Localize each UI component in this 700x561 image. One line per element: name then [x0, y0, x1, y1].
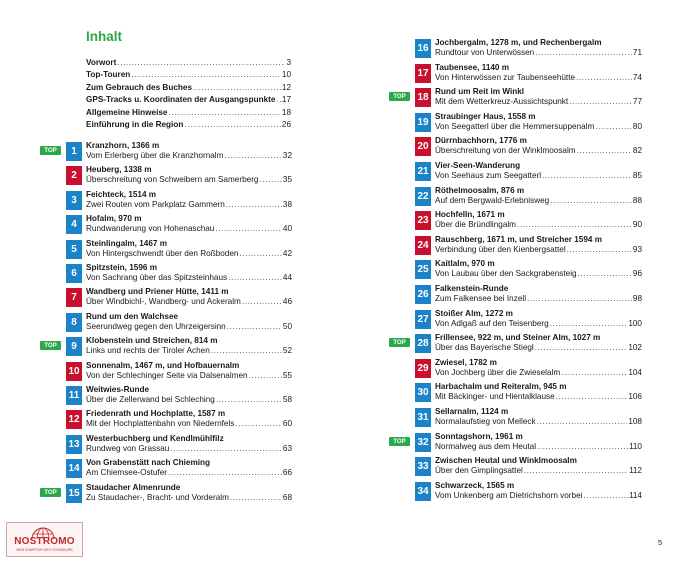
tour-subtitle-row	[435, 294, 642, 303]
tour-page: 110	[628, 441, 642, 451]
tour-subtitle: Mit der Hochplattenbahn von Niedernfels	[86, 419, 235, 429]
tour-subtitle-row	[435, 122, 642, 131]
tour-page: 85	[632, 171, 642, 180]
tour-subtitle-row	[86, 200, 292, 209]
tour-subtitle-row	[435, 417, 642, 426]
dot-leader	[211, 346, 282, 355]
tour-title: Kaitlalm, 970 m	[435, 259, 495, 269]
tour-entry[interactable]	[40, 313, 292, 335]
tour-subtitle-row	[435, 392, 642, 401]
tour-number-badge: 15	[66, 484, 82, 503]
tour-subtitle-row	[435, 146, 642, 155]
dot-leader	[556, 392, 628, 401]
dot-leader	[276, 95, 280, 104]
tour-subtitle-row	[435, 48, 642, 57]
tour-page: 58	[282, 395, 292, 404]
tour-entry[interactable]	[389, 285, 642, 307]
tour-entry[interactable]	[40, 484, 292, 506]
tour-entry[interactable]	[40, 410, 292, 432]
tour-subtitle-row	[435, 245, 642, 254]
tour-title: Staudacher Almenrunde	[86, 482, 181, 492]
tour-number-badge: 10	[66, 362, 82, 381]
tour-subtitle: Über Windbichl-, Wandberg- und Ackeralm	[86, 297, 241, 307]
top-tour-tag: TOP	[40, 488, 61, 497]
tour-subtitle-row	[86, 493, 292, 502]
tour-page: 44	[282, 273, 292, 282]
dot-leader	[537, 417, 628, 426]
tour-number-badge: 23	[415, 211, 431, 230]
front-matter-label: GPS-Tracks u. Koordinaten der Ausgangspunkte	[86, 95, 276, 105]
tour-number-badge: 18	[415, 88, 431, 107]
tour-list-right	[389, 39, 642, 519]
tour-subtitle-row	[86, 273, 292, 282]
dot-leader	[576, 73, 632, 82]
tour-number-badge: 31	[415, 408, 431, 427]
front-matter-label: Zum Gebrauch des Buches	[86, 82, 193, 92]
tour-subtitle: Vom Erlerberg über die Kranzhornalm	[86, 151, 224, 160]
tour-subtitle-row	[86, 224, 292, 233]
tour-title: Westerbuchberg und Kendlmühlfilz	[86, 433, 224, 443]
tour-page: 38	[282, 199, 292, 209]
tour-title: Straubinger Haus, 1558 m	[435, 111, 536, 121]
tour-entry[interactable]	[40, 215, 292, 237]
front-matter-page: 3	[286, 58, 291, 67]
tour-title: Weitwies-Runde	[86, 385, 150, 394]
tour-subtitle: Überschreitung von der Winklmoosalm	[435, 146, 576, 156]
tour-subtitle-row	[86, 346, 292, 355]
front-matter-list	[86, 58, 291, 132]
tour-page: 98	[632, 294, 642, 303]
tour-subtitle-row	[435, 466, 642, 475]
tour-page: 104	[628, 367, 642, 377]
top-tour-tag: TOP	[389, 437, 410, 446]
tour-page: 40	[282, 224, 292, 234]
tour-entry[interactable]	[389, 88, 642, 110]
tour-title: Sonnenalm, 1467 m, und Hofbauernalm	[86, 360, 240, 370]
dot-leader	[517, 220, 632, 229]
page-number: 5	[658, 538, 663, 547]
tour-number-badge: 21	[415, 162, 431, 181]
dot-leader	[550, 319, 628, 328]
tour-number-badge: 7	[66, 288, 82, 307]
tour-title: Sonntagshorn, 1961 m	[435, 431, 523, 441]
dot-leader	[249, 371, 282, 380]
tour-entry[interactable]	[389, 162, 642, 184]
tour-number-badge: 8	[66, 313, 82, 332]
dot-leader	[595, 122, 632, 131]
dot-leader	[235, 419, 282, 428]
tour-subtitle-row	[86, 419, 292, 428]
tour-number-badge: 29	[415, 359, 431, 378]
tour-entry[interactable]	[389, 39, 642, 61]
tour-title: Frillensee, 922 m, und Steiner Alm, 1027 m	[435, 333, 601, 343]
dot-leader	[193, 83, 281, 92]
tour-subtitle: Von Hinterwössen zur Taubenseehütte	[435, 72, 576, 82]
tour-title: Röthelmoosalm, 876 m	[435, 185, 525, 195]
tour-subtitle: Von Seegatterl über die Hemmersuppenalm	[435, 121, 595, 131]
tour-subtitle-row	[435, 73, 642, 82]
tour-entry[interactable]	[389, 211, 642, 233]
tour-number-badge: 32	[415, 433, 431, 452]
tour-subtitle: Zu Staudacher-, Bracht- und Vorderalm	[86, 492, 229, 502]
tour-number-badge: 17	[415, 64, 431, 83]
front-matter-item[interactable]	[86, 95, 291, 107]
tour-subtitle: Von Laubau über den Sackgrabensteig	[435, 269, 577, 279]
tour-subtitle: Mit Bäckinger- und Hientalklause	[435, 392, 555, 402]
tour-title: Feichteck, 1514 m	[86, 189, 157, 199]
front-matter-item[interactable]	[86, 70, 291, 82]
tour-page: 32	[282, 151, 292, 160]
dot-leader	[228, 273, 282, 282]
tour-page: 60	[282, 419, 292, 429]
dot-leader	[578, 269, 632, 278]
tour-subtitle: Zum Falkensee bei Inzell	[435, 294, 527, 303]
tour-page: 88	[632, 195, 642, 205]
dot-leader	[239, 249, 281, 258]
tour-entry[interactable]	[40, 337, 292, 359]
tour-subtitle: Von Adlgaß auf den Teisenberg	[435, 318, 549, 328]
tour-title: Zwischen Heutal und Winklmoosalm	[435, 456, 577, 466]
tour-page: 42	[282, 248, 292, 258]
top-tour-tag: TOP	[40, 341, 61, 350]
tour-subtitle: Mit dem Wetterkreuz-Aussichtspunkt	[435, 97, 569, 107]
tour-entry[interactable]	[40, 435, 292, 457]
tour-subtitle: Seerundweg gegen den Uhrzeigersinn	[86, 321, 226, 331]
tour-subtitle-row	[435, 97, 642, 106]
tour-subtitle: Von Sachrang über das Spitzsteinhaus	[86, 273, 228, 282]
tour-title: Rund um den Walchsee	[86, 311, 179, 321]
dot-leader	[215, 224, 282, 233]
tour-entry[interactable]	[389, 310, 642, 332]
tour-subtitle: Vom Unkenberg am Dietrichshorn vorbei	[435, 490, 583, 500]
tour-title: Rund um Reit im Winkl	[435, 87, 525, 97]
front-matter-page: 12	[281, 82, 291, 92]
top-tour-tag: TOP	[389, 338, 410, 347]
tour-title: Vier-Seen-Wanderung	[435, 161, 521, 170]
tour-number-badge: 6	[66, 264, 82, 283]
tour-subtitle-row	[86, 371, 292, 380]
tour-subtitle-row	[86, 175, 292, 184]
tour-title: Rauschberg, 1671 m, und Streicher 1594 m	[435, 234, 603, 244]
tour-number-badge: 13	[66, 435, 82, 454]
dot-leader	[535, 343, 628, 352]
tour-page: 102	[628, 343, 642, 353]
tour-entry[interactable]	[40, 240, 292, 262]
tour-title: Sellarnalm, 1124 m	[435, 407, 509, 416]
tour-subtitle: Über die Zellerwand bei Schleching	[86, 395, 215, 404]
dot-leader	[577, 146, 632, 155]
tour-entry[interactable]	[389, 383, 642, 405]
dot-leader	[131, 70, 281, 79]
dot-leader	[168, 468, 282, 477]
tour-number-badge: 14	[66, 459, 82, 478]
dot-leader	[259, 175, 281, 184]
tour-subtitle-row	[435, 220, 642, 229]
tour-entry[interactable]	[389, 433, 642, 455]
dot-leader	[230, 493, 282, 502]
tour-number-badge: 5	[66, 240, 82, 259]
tour-number-badge: 20	[415, 137, 431, 156]
tour-subtitle-row	[435, 442, 642, 451]
dot-leader	[117, 58, 285, 67]
top-tour-tag: TOP	[389, 92, 410, 101]
tour-page: 108	[628, 417, 642, 426]
tour-page: 71	[632, 48, 642, 57]
tour-title: Harbachalm und Reiteralm, 945 m	[435, 382, 567, 392]
dot-leader	[184, 120, 281, 129]
dot-leader	[567, 245, 632, 254]
tour-page: 52	[282, 346, 292, 356]
tour-page: 112	[628, 466, 642, 476]
tour-entry[interactable]	[389, 334, 642, 356]
dot-leader	[542, 171, 632, 180]
tour-subtitle: Rundweg von Grassau	[86, 443, 170, 453]
tour-number-badge: 11	[66, 386, 82, 405]
tour-entry[interactable]	[389, 64, 642, 86]
dot-leader	[569, 97, 632, 106]
tour-subtitle-row	[435, 196, 642, 205]
tour-subtitle-row	[435, 319, 642, 328]
tour-entry[interactable]	[40, 362, 292, 384]
tour-subtitle: Über den Gimplingsattel	[435, 466, 523, 476]
dot-leader	[583, 491, 627, 500]
page-title: Inhalt	[86, 29, 122, 44]
tour-entry[interactable]	[40, 142, 292, 164]
tour-subtitle: Normalweg aus dem Heutal	[435, 441, 537, 451]
tour-page: 50	[282, 321, 292, 331]
tour-entry[interactable]	[40, 386, 292, 408]
tour-title: Wandberg und Priener Hütte, 1411 m	[86, 287, 229, 297]
tour-entry[interactable]	[389, 113, 642, 135]
tour-subtitle-row	[86, 297, 292, 306]
front-matter-item[interactable]	[86, 120, 291, 132]
dot-leader	[168, 108, 280, 117]
tour-number-badge: 26	[415, 285, 431, 304]
tour-number-badge: 30	[415, 383, 431, 402]
dot-leader	[527, 294, 632, 303]
front-matter-page: 18	[281, 107, 291, 117]
tour-subtitle-row	[435, 491, 642, 500]
tour-title: Dürrnbachhorn, 1776 m	[435, 136, 527, 146]
tour-page: 63	[282, 443, 292, 453]
dot-leader	[227, 322, 282, 331]
tour-title: Jochbergalm, 1278 m, und Rechenbergalm	[435, 38, 602, 47]
tour-title: Hofalm, 970 m	[86, 214, 142, 224]
front-matter-item[interactable]	[86, 83, 291, 95]
tour-subtitle-row	[86, 151, 292, 160]
dot-leader	[524, 466, 628, 475]
tour-page: 66	[282, 468, 292, 478]
tour-entry[interactable]	[389, 482, 642, 504]
front-matter-page: 17	[281, 95, 291, 105]
tour-subtitle: Rundwanderung von Hohenaschau	[86, 224, 215, 234]
top-tour-tag: TOP	[40, 146, 61, 155]
tour-title: Hochfelln, 1671 m	[435, 210, 505, 220]
tour-subtitle: Rundtour von Unterwössen	[435, 48, 535, 57]
tour-entry[interactable]	[389, 236, 642, 258]
logo-subtitle: WEB COMPTOIR DES VOYAGEURS	[16, 548, 73, 552]
tour-page: 35	[282, 175, 292, 185]
tour-subtitle: Von Hintergschwendt über den Roßboden	[86, 248, 239, 258]
tour-title: Stoißer Alm, 1272 m	[435, 308, 513, 318]
tour-number-badge: 1	[66, 142, 82, 161]
tour-number-badge: 16	[415, 39, 431, 58]
tour-number-badge: 28	[415, 334, 431, 353]
tour-title: Friedenrath und Hochplatte, 1587 m	[86, 409, 226, 419]
tour-subtitle-row	[86, 249, 292, 258]
tour-number-badge: 24	[415, 236, 431, 255]
front-matter-label: Einführung in die Region	[86, 119, 184, 129]
front-matter-item[interactable]	[86, 58, 291, 70]
dot-leader	[561, 368, 627, 377]
tour-number-badge: 27	[415, 310, 431, 329]
tour-subtitle: Über das Bayerische Stiegl	[435, 343, 534, 353]
tour-entry[interactable]	[389, 187, 642, 209]
tour-entry[interactable]	[40, 459, 292, 481]
tour-number-badge: 4	[66, 215, 82, 234]
tour-page: 46	[282, 297, 292, 307]
tour-page: 93	[632, 244, 642, 254]
tour-page: 55	[282, 370, 292, 380]
tour-number-badge: 22	[415, 187, 431, 206]
tour-page: 77	[632, 97, 642, 107]
tour-subtitle: Auf dem Bergwald-Erlebnisweg	[435, 195, 550, 205]
tour-subtitle-row	[86, 395, 292, 404]
tour-page: 68	[282, 492, 292, 502]
front-matter-page: 10	[281, 70, 291, 80]
tour-title: Schwarzeck, 1565 m	[435, 480, 515, 490]
dot-leader	[537, 442, 628, 451]
front-matter-page: 26	[281, 119, 291, 129]
tour-entry[interactable]	[389, 137, 642, 159]
front-matter-label: Top-Touren	[86, 70, 131, 80]
tour-entry[interactable]	[40, 191, 292, 213]
dot-leader	[170, 444, 282, 453]
tour-number-badge: 34	[415, 482, 431, 501]
tour-page: 82	[632, 146, 642, 156]
logo-name: NOSTROMO	[14, 536, 75, 547]
tour-subtitle-row	[435, 269, 642, 278]
dot-leader	[224, 151, 281, 160]
front-matter-label: Allgemeine Hinweise	[86, 107, 168, 117]
tour-subtitle-row	[86, 322, 292, 331]
tour-title: Taubensee, 1140 m	[435, 62, 510, 72]
tour-list-left	[40, 142, 292, 512]
tour-entry[interactable]	[389, 260, 642, 282]
dot-leader	[535, 48, 632, 57]
tour-subtitle: Normalaufstieg von Melleck	[435, 417, 536, 426]
tour-entry[interactable]	[389, 359, 642, 381]
tour-number-badge: 25	[415, 260, 431, 279]
dot-leader	[242, 297, 282, 306]
tour-title: Spitzstein, 1596 m	[86, 263, 157, 272]
tour-number-badge: 2	[66, 166, 82, 185]
tour-subtitle-row	[86, 444, 292, 453]
tour-subtitle: Von Seehaus zum Seegatterl	[435, 171, 542, 180]
tour-title: Zwiesel, 1782 m	[435, 357, 497, 367]
tour-page: 106	[628, 392, 642, 402]
tour-subtitle: Überschreitung von Schweibern am Samerberg	[86, 175, 259, 185]
tour-number-badge: 12	[66, 410, 82, 429]
tour-subtitle: Zwei Routen vom Parkplatz Gammern	[86, 199, 225, 209]
tour-entry[interactable]	[389, 457, 642, 479]
tour-page: 96	[632, 269, 642, 279]
tour-page: 74	[632, 72, 642, 82]
tour-number-badge: 3	[66, 191, 82, 210]
tour-page: 80	[632, 121, 642, 131]
tour-page: 114	[628, 490, 642, 500]
tour-entry[interactable]	[389, 408, 642, 430]
tour-entry[interactable]	[40, 288, 292, 310]
tour-entry[interactable]	[40, 166, 292, 188]
tour-subtitle: Links und rechts der Tiroler Achen	[86, 346, 210, 356]
tour-number-badge: 33	[415, 457, 431, 476]
tour-title: Klobenstein und Streichen, 814 m	[86, 336, 218, 346]
tour-subtitle: Über die Bründlingalm	[435, 220, 517, 230]
tour-title: Falkenstein-Runde	[435, 284, 509, 293]
dot-leader	[216, 395, 282, 404]
tour-subtitle: Am Chiemsee-Ostufer	[86, 468, 167, 478]
front-matter-label: Vorwort	[86, 58, 117, 67]
tour-subtitle-row	[86, 468, 292, 477]
tour-page: 100	[628, 318, 642, 328]
tour-number-badge: 19	[415, 113, 431, 132]
tour-title: Steinlingalm, 1467 m	[86, 238, 167, 248]
tour-page: 90	[632, 220, 642, 230]
front-matter-item[interactable]	[86, 108, 291, 120]
tour-title: Heuberg, 1338 m	[86, 165, 152, 175]
tour-subtitle: Von der Schlechinger Seite via Dalsenalmen	[86, 370, 248, 380]
tour-subtitle: Von Jochberg über die Zwieselalm	[435, 367, 561, 377]
dot-leader	[550, 196, 632, 205]
tour-subtitle: Verbindung über den Kienbergsattel	[435, 244, 566, 254]
tour-title: Kranzhorn, 1366 m	[86, 141, 160, 150]
tour-subtitle-row	[435, 368, 642, 377]
dot-leader	[226, 200, 282, 209]
tour-entry[interactable]	[40, 264, 292, 286]
tour-subtitle-row	[435, 171, 642, 180]
tour-title: Von Grabenstätt nach Chieming	[86, 458, 211, 468]
publisher-logo	[6, 522, 83, 557]
tour-number-badge: 9	[66, 337, 82, 356]
tour-subtitle-row	[435, 343, 642, 352]
